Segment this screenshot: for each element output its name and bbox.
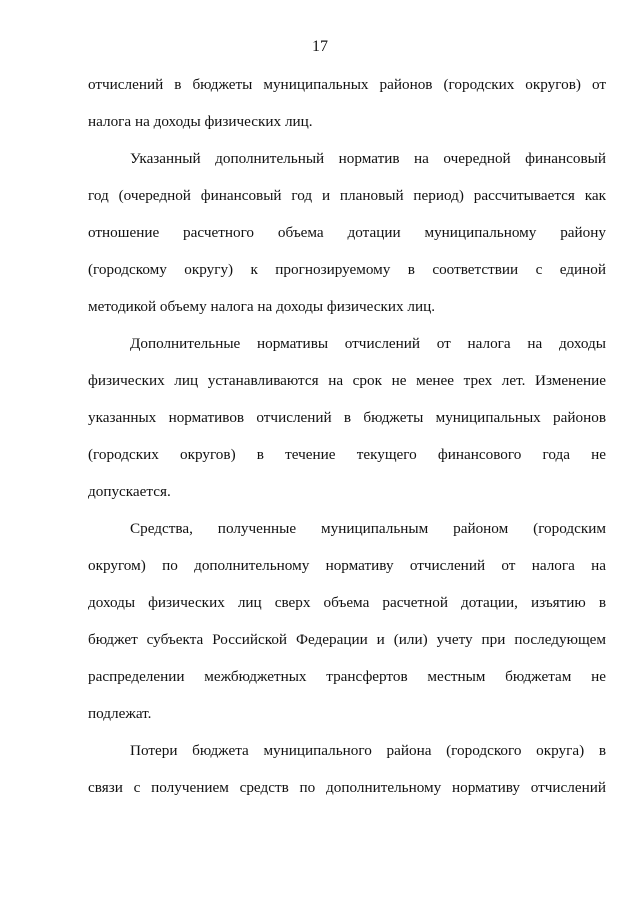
paragraph-first-line: Средства, полученные муниципальным районом (городским xyxy=(130,520,606,537)
text-line: бюджет субъекта Российской Федерации и (или) учету при последующем xyxy=(88,631,606,648)
paragraph-first-line: Потери бюджета муниципального района (городского округа) в xyxy=(130,742,606,759)
text-line: подлежат. xyxy=(88,705,152,722)
text-line: указанных нормативов отчислений в бюджеты муниципальных районов xyxy=(88,409,606,426)
text-line: (городских округов) в течение текущего финансового года не xyxy=(88,446,606,463)
text-line: допускается. xyxy=(88,483,171,500)
text-line: год (очередной финансовый год и плановый период) рассчитывается как xyxy=(88,187,606,204)
paragraph-first-line: Указанный дополнительный норматив на очередной финансовый xyxy=(130,150,606,167)
text-line: распределении межбюджетных трансфертов местным бюджетам не xyxy=(88,668,606,685)
paragraph-first-line: Дополнительные нормативы отчислений от налога на доходы xyxy=(130,335,606,352)
text-line: физических лиц устанавливаются на срок не менее трех лет. Изменение xyxy=(88,372,606,389)
text-line: доходы физических лиц сверх объема расчетной дотации, изъятию в xyxy=(88,594,606,611)
text-line: отношение расчетного объема дотации муниципальному району xyxy=(88,224,606,241)
text-line: методикой объему налога на доходы физических лиц. xyxy=(88,298,436,315)
text-line: округом) по дополнительному нормативу отчислений от налога на xyxy=(88,557,606,574)
text-line: налога на доходы физических лиц. xyxy=(88,113,313,130)
page-number: 17 xyxy=(312,38,328,55)
text-line: отчислений в бюджеты муниципальных районов (городских округов) от xyxy=(88,76,606,93)
text-line: (городскому округу) к прогнозируемому в соответствии с единой xyxy=(88,261,606,278)
text-line: связи с получением средств по дополнительному нормативу отчислений xyxy=(88,779,606,796)
